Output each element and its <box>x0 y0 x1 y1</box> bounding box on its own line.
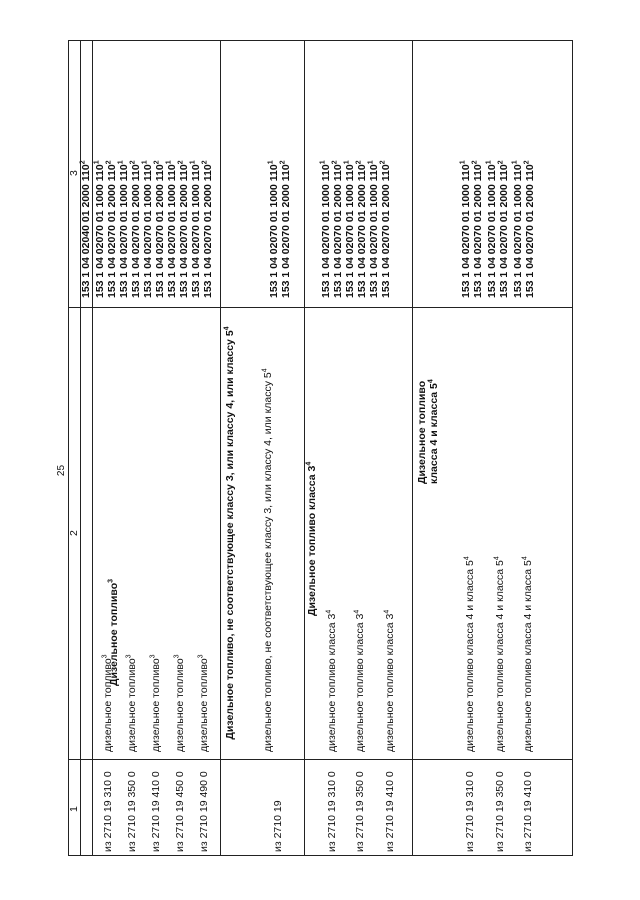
col-header-1: 1 <box>68 806 80 812</box>
top-row-value: 153 1 04 02040 01 2000 $110^2$ <box>79 160 92 298</box>
row-code: из 2710 19 <box>272 800 284 852</box>
row-value: 153 1 04 02070 01 1000 $110^1$ <box>319 160 332 298</box>
row-value: 153 1 04 02070 01 1000 $110^1$ <box>485 160 498 298</box>
row-value: 153 1 04 02070 01 2000 $110^2$ <box>379 160 392 298</box>
row-code: из 2710 19 450 0 <box>174 771 186 852</box>
row-value: 153 1 04 02070 01 2000 $110^2$ <box>471 160 484 298</box>
row-value: 153 1 04 02070 01 2000 $110^2$ <box>497 160 510 298</box>
data-table <box>68 40 573 856</box>
row-code: из 2710 19 310 0 <box>326 771 338 852</box>
section-heading: Дизельное топливо <box>416 380 428 484</box>
row-value: 153 1 04 02070 01 2000 $110^2$ <box>105 160 118 298</box>
section-heading: Дизельное топливо, не соответствующее классу 3, или классу 4, или классу $5^4$ <box>223 326 236 740</box>
row-value: 153 1 04 02070 01 1000 $110^1$ <box>367 160 380 298</box>
row-value: 153 1 04 02070 01 2000 $110^2$ <box>279 160 292 298</box>
row-value: 153 1 04 02070 01 1000 $110^1$ <box>165 160 178 298</box>
page-number: 25 <box>56 464 68 477</box>
row-name: дизельное топливо класса 4 и класса $5^4$ <box>493 556 506 752</box>
row-code: из 2710 19 310 0 <box>464 771 476 852</box>
row-name: дизельное топливо, не соответствующее классу 3, или классу 4, или классу $5^4$ <box>261 368 274 752</box>
section-heading: Дизельное топливо$^3$ <box>107 578 120 686</box>
row-code: из 2710 19 490 0 <box>198 771 210 852</box>
row-value: 153 1 04 02070 01 2000 $110^2$ <box>129 160 142 298</box>
row-value: 153 1 04 02070 01 2000 $110^2$ <box>201 160 214 298</box>
row-value: 153 1 04 02070 01 1000 $110^1$ <box>267 160 280 298</box>
row-name: дизельное топливо класса $3^4$ <box>325 609 338 752</box>
row-value: 153 1 04 02070 01 1000 $110^1$ <box>511 160 524 298</box>
row-code: из 2710 19 410 0 <box>384 771 396 852</box>
row-value: 153 1 04 02070 01 2000 $110^2$ <box>523 160 536 298</box>
row-value: 153 1 04 02070 01 2000 $110^2$ <box>331 160 344 298</box>
row-value: 153 1 04 02070 01 1000 $110^1$ <box>189 160 202 298</box>
row-name: дизельное топливо класса $3^4$ <box>353 609 366 752</box>
row-code: из 2710 19 310 0 <box>102 771 114 852</box>
row-value: 153 1 04 02070 01 2000 $110^2$ <box>355 160 368 298</box>
row-name: дизельное топливо класса 4 и класса $5^4$ <box>463 556 476 752</box>
row-name: дизельное топливо класса 4 и класса $5^4$ <box>521 556 534 752</box>
row-value: 153 1 04 02070 01 2000 $110^2$ <box>177 160 190 298</box>
row-name: дизельное топливо$^3$ <box>101 654 114 752</box>
row-name: дизельное топливо$^3$ <box>173 654 186 752</box>
col-header-3: 3 <box>68 170 80 176</box>
row-name: дизельное топливо$^3$ <box>149 654 162 752</box>
col-header-2: 2 <box>68 530 80 536</box>
row-value: 153 1 04 02070 01 1000 $110^1$ <box>93 160 106 298</box>
row-code: из 2710 19 410 0 <box>522 771 534 852</box>
row-code: из 2710 19 350 0 <box>354 771 366 852</box>
row-value: 153 1 04 02070 01 2000 $110^2$ <box>153 160 166 298</box>
row-value: 153 1 04 02070 01 1000 $110^1$ <box>459 160 472 298</box>
row-value: 153 1 04 02070 01 1000 $110^1$ <box>117 160 130 298</box>
section-heading: Дизельное топливо класса $3^4$ <box>305 461 318 616</box>
row-code: из 2710 19 350 0 <box>494 771 506 852</box>
row-value: 153 1 04 02070 01 1000 $110^1$ <box>141 160 154 298</box>
row-code: из 2710 19 410 0 <box>150 771 162 852</box>
row-name: дизельное топливо класса $3^4$ <box>383 609 396 752</box>
row-name: дизельное топливо$^3$ <box>197 654 210 752</box>
row-code: из 2710 19 350 0 <box>126 771 138 852</box>
row-value: 153 1 04 02070 01 1000 $110^1$ <box>343 160 356 298</box>
row-name: дизельное топливо$^3$ <box>125 654 138 752</box>
section-heading-line2: класса 4 и класса $5^4$ <box>427 379 440 484</box>
